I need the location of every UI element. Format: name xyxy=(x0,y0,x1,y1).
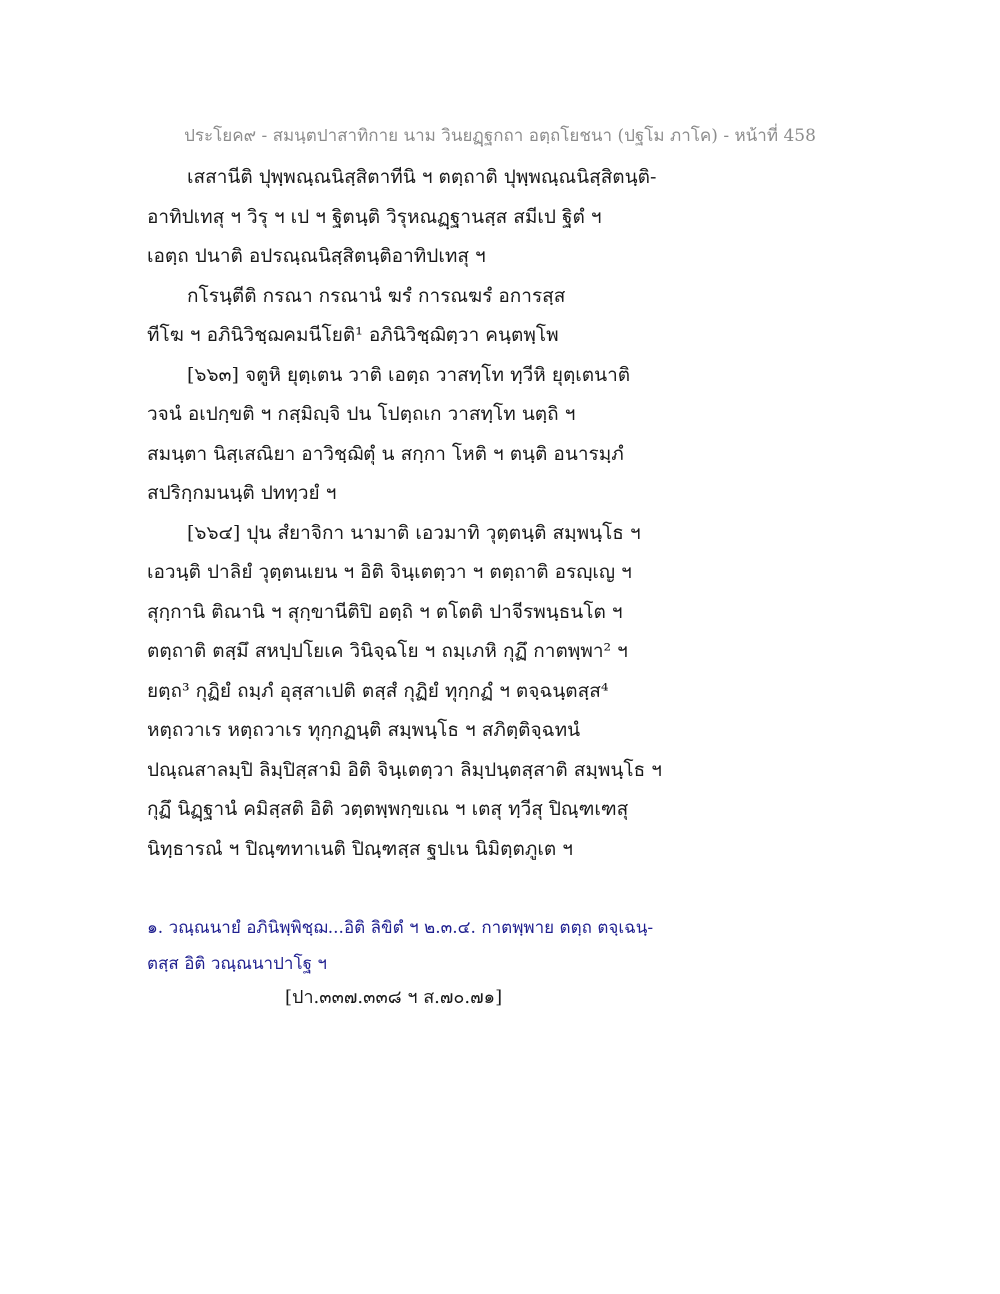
text-line: ตตฺถาติ ตสฺมึ สหปฺปโยเค วินิจฺฉโย ฯ ถมฺเภหิ กุฏึ กาตพฺพา² ฯ xyxy=(147,640,628,662)
text-line: เอตฺถ ปนาติ อปรณฺณนิสฺสิตนฺติอาทิปเทสุ ฯ xyxy=(147,245,486,267)
text-line: เสสานีติ ปุพฺพณฺณนิสฺสิตาทีนิ ฯ ตตฺถาติ ปุพฺพณฺณนิสฺสิตนฺติ- xyxy=(187,166,657,188)
text-line: [๖๖๓] จตูหิ ยุตฺเตน วาติ เอตฺถ วาสทฺโท ทฺวีหิ ยุตฺเตนาติ xyxy=(187,363,631,386)
text-line: สมนฺตา นิสฺเสณิยา อาวิชฺฌิตุํ น สกฺกา โหติ ฯ ตนฺติ อนารมฺภํ xyxy=(147,442,624,465)
text-line: ทีโฆ ฯ อภินิวิชฺฌคมนีโยติ¹ อภินิวิชฺฌิตฺวา คนฺตพฺโพ xyxy=(147,324,559,346)
text-line: หตฺถวาเร หตฺถวาเร ทุกฺกฏนฺติ สมฺพนฺโธ ฯ สภิตฺติจฺฉทนํ xyxy=(147,719,581,741)
text-line: [๖๖๔] ปุน สํยาจิกา นามาติ เอวมาทิ วุตฺตนฺติ สมฺพนฺโธ ฯ xyxy=(187,521,641,544)
text-line: ยตฺถ³ กุฏิยํ ถมฺภํ อุสฺสาเปติ ตสฺสํ กุฏิยํ ทุกฺกฏํ ฯ ตจฺฉนฺตสฺส⁴ xyxy=(147,679,609,702)
body-text xyxy=(147,158,847,869)
text-line: สปริกฺกมนนฺติ ปททฺวยํ ฯ xyxy=(147,482,337,504)
text-line: อาทิปเทสุ ฯ วิรุ ฯ เป ฯ ฐิตนฺติ วิรุหณฏฺฐานสฺส สมีเป ฐิตํ ฯ xyxy=(147,205,602,228)
text-line: นิทฺธารณํ ฯ ปิณฺฑทาเนติ ปิณฺฑสฺส ฐปเน นิมิตฺตภูเต ฯ xyxy=(147,837,573,860)
text-line: ปณฺณสาลมฺปิ ลิมฺปิสฺสามิ อิติ จินฺเตตฺวา ลิมฺปนฺตสฺสาติ สมฺพนฺโธ ฯ xyxy=(147,758,662,781)
footnotes xyxy=(147,910,847,982)
footnote-line: ตสฺส อิติ วณฺณนาปาโฐ ฯ xyxy=(147,954,327,974)
text-line: กโรนฺตีติ กรณา กรณานํ ฆรํ การณฆรํ อการสฺส xyxy=(187,284,566,307)
running-header: ประโยค๙ - สมนฺตปาสาทิกาย นาม วินยฏฺฐกถา อตฺถโยชนา (ปฐโม ภาโค) - หน้าที่ 458 xyxy=(184,126,816,146)
text-line: วจนํ อเปกฺขติ ฯ กสฺมิญฺจิ ปน โปตฺถเก วาสทฺโท นตฺถิ ฯ xyxy=(147,403,576,425)
page-reference: [ปา.๓๓๗.๓๓๘ ฯ ส.๗๐.๗๑] xyxy=(285,987,503,1008)
text-line: เอวนฺติ ปาลิยํ วุตฺตนเยน ฯ อิติ จินฺเตตฺวา ฯ ตตฺถาติ อรญฺเญ ฯ xyxy=(147,561,632,583)
text-line: สุกฺกานิ ติณานิ ฯ สุกฺขานีติปิ อตฺถิ ฯ ตโตติ ปาจีรพนฺธนโต ฯ xyxy=(147,600,623,623)
footnote-line: ๑. วณฺณนายํ อภินิพฺพิชฺฌ...อิติ ลิขิตํ ฯ ๒.๓.๔. กาตพฺพาย ตตฺถ ตจฺเฉนฺ- xyxy=(147,918,654,938)
text-line: กุฏึ นิฏฺฐานํ คมิสฺสติ อิติ วตฺตพฺพกฺขเณ ฯ เตสุ ทฺวีสุ ปิณฺฑเฑสุ xyxy=(147,798,629,820)
